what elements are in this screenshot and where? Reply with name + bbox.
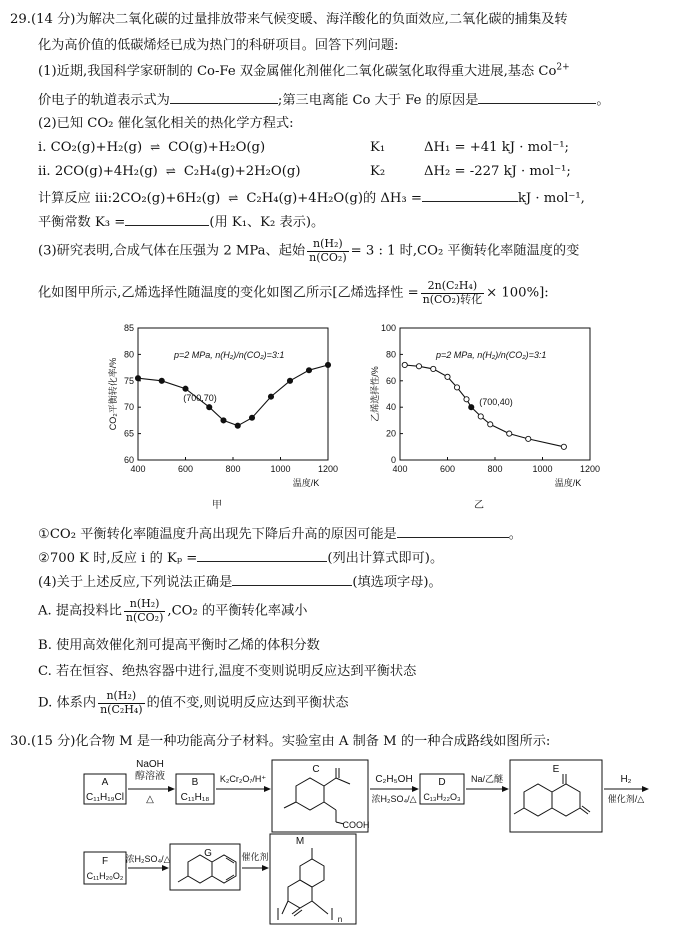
- compound-E-structure: [514, 774, 590, 816]
- reagent-text: Na/乙醚: [470, 774, 504, 784]
- data-point: [507, 431, 512, 436]
- data-point: [416, 364, 421, 369]
- data-point: [235, 423, 240, 428]
- q29-header-cont: 化为高价值的低碳烯烃已成为热门的科研项目。回答下列问题:: [38, 38, 399, 53]
- x-tick-label: 800: [487, 464, 503, 474]
- y-tick-label: 80: [123, 349, 134, 360]
- compound-G-label: G: [204, 848, 212, 859]
- data-point: [268, 394, 273, 399]
- data-point: [526, 436, 531, 441]
- plot-frame: [400, 328, 590, 460]
- x-tick-label: 600: [439, 464, 456, 474]
- answer-blank[interactable]: [197, 548, 327, 562]
- data-point: [135, 376, 140, 381]
- series-line: [138, 365, 328, 426]
- data-point: [488, 422, 493, 427]
- y-axis-label: 乙烯选择性/%: [370, 366, 380, 422]
- equation-i: i. CO₂(g)+H₂(g) ⇌ CO(g)+H₂O(g): [38, 140, 266, 155]
- q29-part2: (2)已知 CO₂ 催化氢化相关的热化学方程式:: [38, 116, 294, 131]
- q29-part3-cont: 化如图甲所示,乙烯选择性随温度的变化如图乙所示[乙烯选择性 = $\frac{\text{2n(C₂H₄)}}{\text{n(CO₂)转化}}$ × 100%]:: [38, 279, 549, 306]
- equation-i-dH: ΔH₁ = +41 kJ · mol⁻¹;: [424, 140, 569, 155]
- k3-line: 平衡常数 K₃ = (用 K₁、K₂ 表示)。: [38, 212, 324, 231]
- answer-blank[interactable]: [125, 212, 209, 226]
- data-point: [306, 368, 311, 373]
- data-point: [561, 444, 566, 449]
- reagent-text: NaOH: [136, 759, 164, 770]
- polymer-n: n: [337, 915, 343, 924]
- data-point: [287, 378, 292, 383]
- y-axis-label: CO₂平衡转化率/%: [108, 357, 118, 431]
- compound-M-box: [270, 834, 356, 924]
- equation-ii: ii. 2CO(g)+4H₂(g) ⇌ C₂H₄(g)+2H₂O(g): [38, 164, 301, 179]
- reagent-text: 催化剂/△: [607, 794, 645, 804]
- compound-G-structure: [178, 855, 236, 883]
- equation-ii-dH: ΔH₂ = -227 kJ · mol⁻¹;: [424, 164, 571, 179]
- option-a: A. 提高投料比 $\frac{\text{n(H₂)}}{\text{n(CO₂)}}$ ,CO₂ 的平衡转化率减小: [38, 597, 308, 624]
- compound-D-formula: C₁₃H₂₂O₃: [423, 792, 461, 802]
- x-tick-label: 1200: [317, 464, 339, 474]
- condition-annotation: p=2 MPa, n(H₂)/n(CO₂)=3:1: [174, 350, 285, 360]
- data-point: [478, 414, 483, 419]
- answer-blank[interactable]: [478, 90, 596, 104]
- chart-caption: 乙: [474, 500, 484, 511]
- option-b: B. 使用高效催化剂可提高平衡时乙烯的体积分数: [38, 638, 320, 653]
- q29-part3: (3)研究表明,合成气体在压强为 2 MPa、起始 $\frac{\text{n(H₂)}}{\text{n(CO₂)}}$ = 3 : 1 时,CO₂ 平衡转化率随温度的变: [38, 237, 580, 264]
- data-point: [464, 397, 469, 402]
- q29-sub1: ①CO₂ 平衡转化率随温度升高出现先下降后升高的原因可能是 。: [38, 524, 522, 543]
- compound-F-label: F: [101, 856, 109, 867]
- equilibrium-arrow-icon: ⇌: [228, 191, 239, 205]
- reagent-text: 催化剂: [241, 852, 269, 862]
- reagent-text: 醇溶液: [135, 771, 165, 782]
- reagent-text: C₂H₅OH: [375, 774, 413, 785]
- point-annotation: (700,40): [479, 397, 513, 408]
- y-tick-label: 80: [385, 349, 396, 360]
- compound-C-structure: [284, 768, 350, 824]
- answer-blank[interactable]: [232, 572, 352, 586]
- equilibrium-arrow-icon: ⇌: [165, 164, 176, 178]
- x-tick-label: 1000: [532, 464, 553, 474]
- equation-iii: 计算反应 iii:2CO₂(g)+6H₂(g) ⇌ C₂H₄(g)+4H₂O(g)的 ΔH₃ = kJ · mol⁻¹,: [38, 188, 585, 207]
- x-axis-label: 温度/K: [554, 478, 582, 488]
- y-tick-label: 0: [390, 455, 396, 465]
- x-tick-label: 1200: [579, 464, 601, 474]
- equation-ii-K: K₂: [370, 164, 386, 179]
- data-point: [454, 385, 459, 390]
- chart-caption: 甲: [212, 500, 222, 511]
- data-point: [469, 405, 474, 410]
- data-point: [402, 362, 407, 367]
- q29-header: 29.(14 分)为解决二氧化碳的过量排放带来气候变暖、海洋酸化的负面效应,二氧化碳的捕集及转: [10, 12, 568, 27]
- data-point: [431, 366, 436, 371]
- reagent-text: △: [146, 794, 154, 805]
- ratio-fraction: $\frac{\text{n(H₂)}}{\text{n(CO₂)}}$: [309, 237, 347, 264]
- x-tick-label: 800: [225, 464, 241, 474]
- answer-blank[interactable]: [422, 188, 518, 202]
- selectivity-fraction: $\frac{\text{2n(C₂H₄)}}{\text{n(CO₂)转化}}$: [422, 279, 483, 306]
- data-point: [221, 418, 226, 423]
- compound-C-label: C: [312, 764, 320, 775]
- y-tick-label: 75: [123, 375, 134, 386]
- q29-part1: (1)近期,我国科学家研制的 Co-Fe 双金属催化剂催化二氧化碳氢化取得重大进展,基态 $Co^{2+}$: [38, 62, 570, 79]
- x-tick-label: 400: [392, 464, 408, 474]
- q30-header: 30.(15 分)化合物 M 是一种功能高分子材料。实验室由 A 制备 M 的一种合成路线如图所示:: [10, 734, 551, 749]
- synthesis-route: [0, 752, 692, 932]
- y-tick-label: 70: [123, 402, 134, 413]
- q29-sub2: ②700 K 时,反应 i 的 Kₚ = (列出计算式即可)。: [38, 548, 443, 567]
- equilibrium-arrow-icon: ⇌: [150, 140, 161, 154]
- compound-B-formula: C₁₁H₁₈: [180, 792, 210, 803]
- q29-part1-cont: 价电子的轨道表示式为 ;第三电离能 Co 大于 Fe 的原因是 。: [38, 90, 610, 109]
- data-point: [207, 405, 212, 410]
- compound-M-label: M: [295, 836, 305, 847]
- compound-A-label: A: [101, 777, 109, 788]
- y-tick-label: 85: [123, 323, 134, 333]
- compound-A-formula: C₁₁H₁₉Cl: [86, 792, 124, 803]
- point-annotation: (700,70): [183, 393, 217, 404]
- ratio-fraction: $\frac{\text{n(H₂)}}{\text{n(CO₂)}}$: [125, 597, 164, 624]
- x-axis-label: 温度/K: [292, 478, 320, 488]
- compound-C-cooh: COOH: [342, 820, 370, 830]
- y-tick-label: 20: [385, 428, 396, 439]
- y-tick-label: 40: [385, 402, 396, 413]
- reagent-text: 浓H₂SO₄/△: [125, 854, 171, 864]
- equation-i-K: K₁: [370, 140, 386, 155]
- data-point: [183, 386, 188, 391]
- plot-frame: [138, 328, 328, 460]
- y-tick-label: 60: [385, 375, 396, 386]
- ratio-fraction: $\frac{\text{n(H₂)}}{\text{n(C₂H₄)}}$: [100, 689, 143, 716]
- option-d: D. 体系内 $\frac{\text{n(H₂)}}{\text{n(C₂H₄)}}$ 的值不变,则说明反应达到平衡状态: [38, 689, 349, 716]
- data-point: [445, 374, 450, 379]
- data-point: [249, 415, 254, 420]
- compound-B-label: B: [191, 777, 199, 788]
- x-tick-label: 600: [177, 464, 194, 474]
- compound-E-label: E: [552, 764, 560, 775]
- answer-blank[interactable]: [170, 90, 278, 104]
- compound-M-structure: [278, 848, 332, 920]
- option-c: C. 若在恒容、绝热容器中进行,温度不变则说明反应达到平衡状态: [38, 664, 417, 679]
- y-tick-label: 65: [123, 428, 134, 439]
- chart-jia: [104, 320, 344, 520]
- q29-part4: (4)关于上述反应,下列说法正确是 (填选项字母)。: [38, 572, 442, 591]
- y-tick-label: 60: [123, 455, 134, 465]
- answer-blank[interactable]: [397, 524, 509, 538]
- y-tick-label: 100: [380, 323, 396, 333]
- reagent-text: H₂: [620, 774, 632, 785]
- x-tick-label: 400: [130, 464, 146, 474]
- chart-yi: [366, 320, 606, 520]
- data-point: [325, 362, 330, 367]
- compound-D-label: D: [438, 777, 446, 788]
- compound-F-formula: C₁₁H₂₀O₂: [86, 871, 124, 881]
- x-tick-label: 1000: [270, 464, 291, 474]
- data-point: [159, 378, 164, 383]
- condition-annotation: p=2 MPa, n(H₂)/n(CO₂)=3:1: [436, 350, 547, 360]
- reagent-text: K₂Cr₂O₇/H⁺: [219, 774, 267, 784]
- reagent-text: 浓H₂SO₄/△: [371, 794, 417, 804]
